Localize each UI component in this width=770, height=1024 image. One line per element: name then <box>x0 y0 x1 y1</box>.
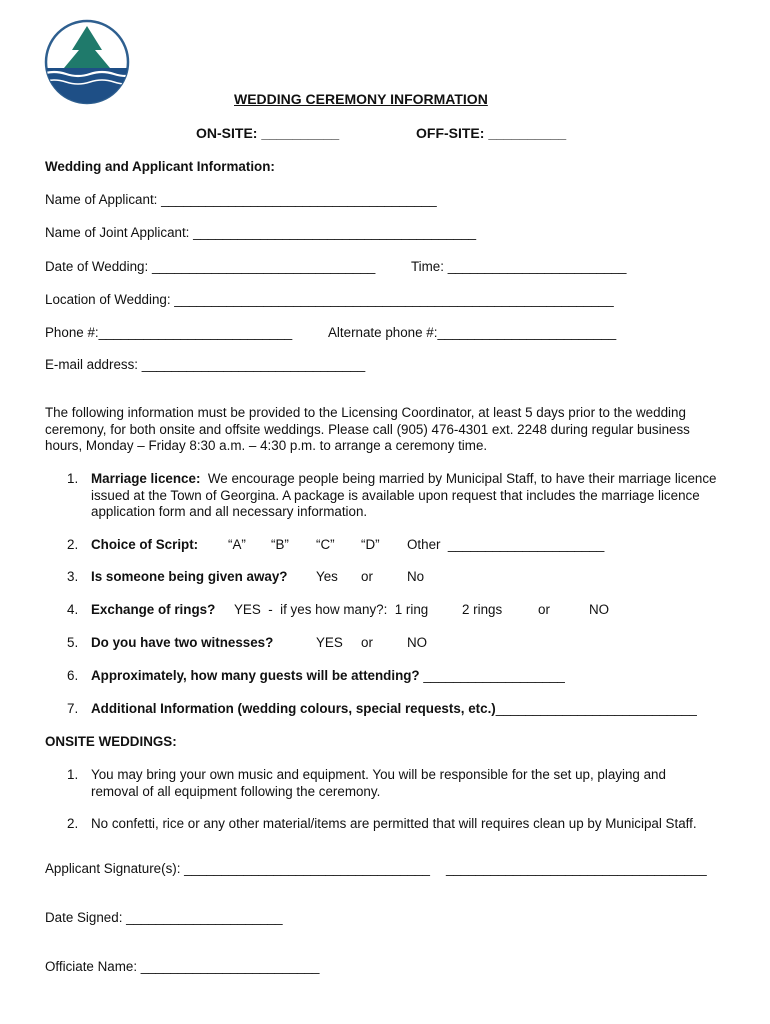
witnesses-title: Do you have two witnesses? <box>91 635 274 650</box>
applicant-signature-field[interactable]: Applicant Signature(s): _________________________________ <box>45 861 430 876</box>
page-title: WEDDING CEREMONY INFORMATION <box>234 91 488 107</box>
offsite-field[interactable]: OFF-SITE: __________ <box>416 125 567 141</box>
given-away-no[interactable]: No <box>407 569 425 584</box>
rings-no[interactable]: NO <box>589 602 610 617</box>
witnesses-no[interactable]: NO <box>407 635 428 650</box>
joint-applicant-field[interactable]: Name of Joint Applicant: ______________________________________ <box>45 225 477 240</box>
item-number: 6. <box>67 668 79 683</box>
witnesses-yes[interactable]: YES <box>316 635 343 650</box>
witnesses-or: or <box>361 635 373 650</box>
script-title: Choice of Script: <box>91 537 199 552</box>
licence-item <box>91 471 731 521</box>
rings-or: or <box>538 602 550 617</box>
script-other-field[interactable]: Other _____________________ <box>407 537 605 552</box>
rings-title: Exchange of rings? <box>91 602 216 617</box>
wedding-time-field[interactable]: Time: ________________________ <box>411 259 627 274</box>
wedding-location-field[interactable]: Location of Wedding: ___________________________________________________________ <box>45 292 614 307</box>
additional-info-blank[interactable]: ___________________________ <box>495 701 697 716</box>
script-d-option[interactable]: “D” <box>361 537 380 552</box>
given-away-yes[interactable]: Yes <box>316 569 338 584</box>
onsite-rule-2: No confetti, rice or any other material/items are permitted that will requires clean up by Municipal Staff. <box>91 816 697 831</box>
item-number: 4. <box>67 602 79 617</box>
item-number: 1. <box>67 767 79 782</box>
script-a-option[interactable]: “A” <box>228 537 246 552</box>
wedding-date-field[interactable]: Date of Wedding: ______________________________ <box>45 259 376 274</box>
georgina-logo-icon <box>42 18 132 106</box>
additional-info-field[interactable] <box>91 701 697 717</box>
rings-yes-one[interactable]: YES - if yes how many?: 1 ring <box>234 602 429 617</box>
script-c-option[interactable]: “C” <box>316 537 335 552</box>
onsite-weddings-heading: ONSITE WEDDINGS: <box>45 734 177 749</box>
guests-question: Approximately, how many guests will be attending? <box>91 668 420 683</box>
intro-paragraph: The following information must be provided to the Licensing Coordinator, at least 5 days prior to the wedding ceremony, for both onsite and offsite weddings. Please call (905) 476-4301 ext. 2248 during regular business hours, Monday – Friday 8:30 a.m. – 4:30 p.m. to arrange a ceremony time. <box>45 405 690 453</box>
applicant-name-field[interactable]: Name of Applicant: _____________________________________ <box>45 192 437 207</box>
item-number: 3. <box>67 569 79 584</box>
onsite-field[interactable]: ON-SITE: __________ <box>196 125 340 141</box>
item-number: 7. <box>67 701 79 716</box>
given-away-title: Is someone being given away? <box>91 569 288 584</box>
given-away-or: or <box>361 569 373 584</box>
date-signed-field[interactable]: Date Signed: _____________________ <box>45 910 283 925</box>
guests-field[interactable] <box>91 668 565 684</box>
officiate-name-field[interactable]: Officiate Name: ________________________ <box>45 959 320 974</box>
section-heading: Wedding and Applicant Information: <box>45 159 275 174</box>
item-number: 2. <box>67 537 79 552</box>
applicant-signature-field-2[interactable]: ___________________________________ <box>446 861 707 876</box>
licence-title: Marriage licence: <box>91 471 201 486</box>
phone-field[interactable]: Phone #:__________________________ <box>45 325 293 340</box>
item-number: 2. <box>67 816 79 831</box>
item-number: 1. <box>67 471 79 486</box>
additional-info-label: Additional Information (wedding colours, special requests, etc.) <box>91 701 496 716</box>
item-number: 5. <box>67 635 79 650</box>
licence-text: We encourage people being married by Municipal Staff, to have their marriage licence issued at the Town of Georgina. A package is available upon request that includes the marriage licence application form and all necessary information. <box>91 471 717 519</box>
rings-two[interactable]: 2 rings <box>462 602 503 617</box>
script-b-option[interactable]: “B” <box>271 537 289 552</box>
alternate-phone-field[interactable]: Alternate phone #:________________________ <box>328 325 617 340</box>
onsite-rule-1: You may bring your own music and equipment. You will be responsible for the set up, playing and removal of all equipment following the ceremony. <box>91 767 666 799</box>
email-field[interactable]: E-mail address: ______________________________ <box>45 357 366 372</box>
guests-blank[interactable]: ___________________ <box>423 668 565 683</box>
